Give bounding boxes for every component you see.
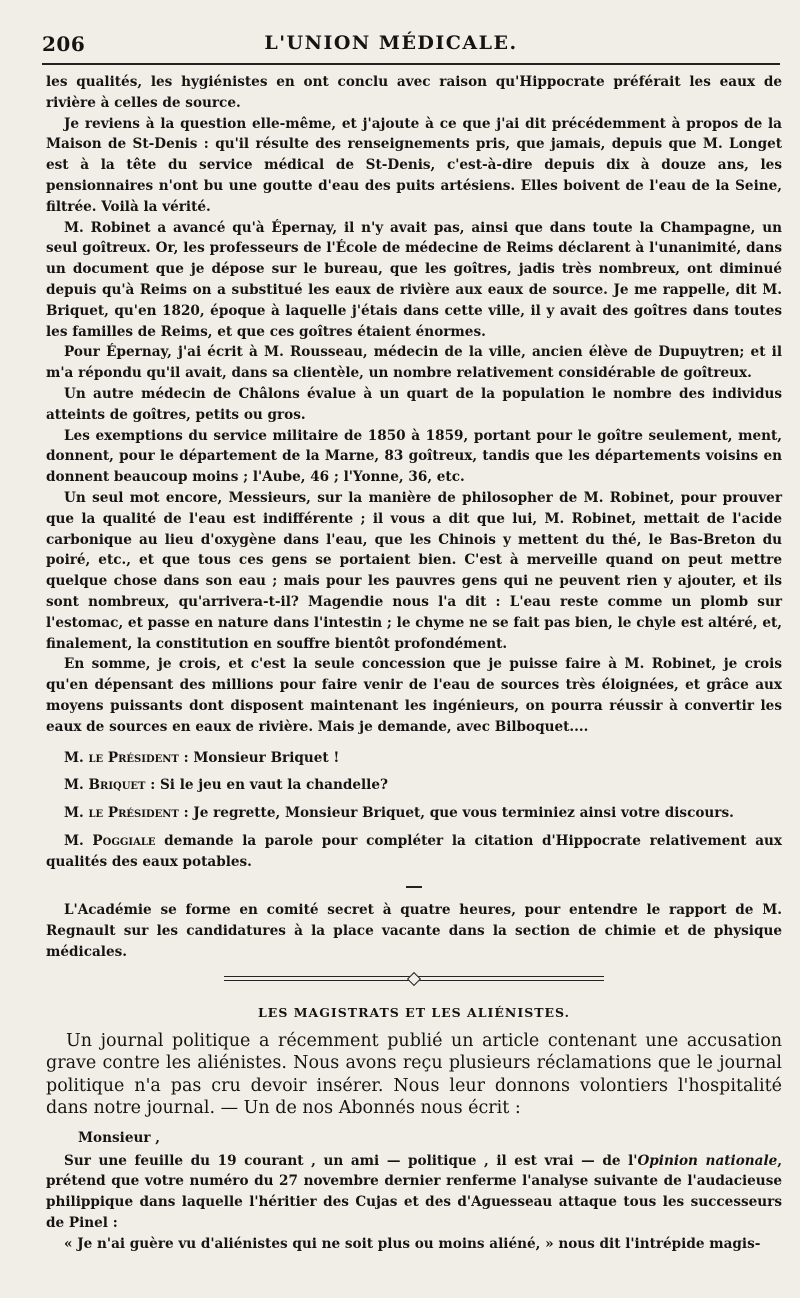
dialogue-text: : Je regrette, Monsieur Briquet, que vous terminiez ainsi votre discours. xyxy=(178,805,734,822)
paragraph-chalons: Un autre médecin de Châlons évalue à un quart de la population le nombre des individus atteints de goîtres, petits ou gros. xyxy=(46,385,782,423)
dialogue-president-2 xyxy=(46,803,782,824)
paragraph-comite-secret: L'Académie se forme en comité secret à quatre heures, pour entendre le rapport de M. Regnault sur les candidatures à la place vacante dans la section de chimie et de physique médicales. xyxy=(46,902,782,961)
paragraph-hippocrate: les qualités, les hygiénistes en ont conclu avec raison qu'Hippocrate préférait les eaux de rivière à celles de source. xyxy=(46,74,782,111)
paragraph-st-denis: Je reviens à la question elle-même, et j'ajoute à ce que j'ai dit précédemment à propos de la Maison de St-Denis : qu'il résulte des renseignements pris, que jamais, depuis que M. Longet est à la tête du service médical de St-Denis, c'est-à-dire depuis dix à douze ans, les pensionnaires n'ont bu une goutte d'eau des puits artésiens. Elles boivent de l'eau de la Seine, filtrée. Voilà la vérité. xyxy=(46,115,782,215)
letter-quote: « Je n'ai guère vu d'aliénistes qui ne soit plus ou moins aliéné, » nous dit l'intrépide magis- xyxy=(64,1235,761,1252)
letter-salutation: Monsieur , xyxy=(78,1129,160,1146)
ornamental-divider xyxy=(224,973,604,985)
paragraph-epernay-reims: M. Robinet a avancé qu'à Épernay, il n'y avait pas, ainsi que dans toute la Champagne, un seul goîtreux. Or, les professeurs de l'École de médecine de Reims déclarent à l'unanimité, dans un document que je dépose sur le bureau, que les goîtres, jadis très nombreux, ont diminué depuis qu'à Reims on a substitué les eaux de rivière aux eaux de source. Je me rappelle, dit M. Briquet, qu'en 1820, époque à laquelle j'étais dans cette ville, il y avait des goîtres dans toutes les familles de Reims, et que ces goîtres étaient énormes. xyxy=(46,219,782,340)
letter-paragraph: Sur une feuille du 19 courant , un ami — politique , il est vrai — de l'Opinion nationale, prétend que votre numéro du 27 novembre dernier renferme l'analyse suivante de l'audacieuse philippique dans laquelle l'héritier des Cujas et des d'Aguesseau attaque tous les successeurs de Pinel : xyxy=(46,1152,782,1232)
speaker-name: M. le Président xyxy=(64,749,179,766)
text-column xyxy=(46,72,782,1255)
running-head xyxy=(42,32,780,62)
dialogue-text: demande la parole pour compléter la citation d'Hippocrate relativement aux qualités des eaux potables. xyxy=(46,832,782,870)
page-number: 206 xyxy=(42,32,86,56)
dialogue-president-1 xyxy=(46,748,782,769)
short-separator-rule xyxy=(406,886,422,888)
paragraph-robinet: Un seul mot encore, Messieurs, sur la manière de philosopher de M. Robinet, pour prouver que la qualité de l'eau est indifférente ; il vous a dit que lui, M. Robinet, mettait de l'acide carbonique au lieu d'oxygène dans l'eau, que les Chinois y mettent du thé, le Bas-Breton du poiré, etc., et que tous ces gens se portaient bien. C'est à merveille quand on peut mettre quelque chose dans son eau ; mais pour les pauvres gens qui ne peuvent rien y ajouter, et ils sont nombreux, qu'arrivera-t-il? Magendie nous l'a dit : L'eau reste comme un plomb sur l'estomac, et passe en nature dans l'intestin ; le chyme ne se fait pas bien, le chyle est altéré, et, finalement, la constitution en souffre bientôt profondément. xyxy=(46,489,782,652)
diamond-ornament-icon xyxy=(407,972,421,986)
speaker-name: M. Poggiale xyxy=(64,832,156,849)
header-rule xyxy=(42,63,780,65)
speaker-name: M. le Président xyxy=(64,805,179,822)
dialogue-text: : Monsieur Briquet ! xyxy=(178,749,340,766)
speaker-name: M. Briquet xyxy=(64,777,146,794)
dialogue-poggiale xyxy=(46,831,782,873)
paragraph-rousseau: Pour Épernay, j'ai écrit à M. Rousseau, médecin de la ville, ancien élève de Dupuytren; et il m'a répondu qu'il avait, dans sa clientèle, un nombre relativement considérable de goîtreux. xyxy=(46,344,782,382)
paragraph-exemptions: Les exemptions du service militaire de 1850 à 1859, portant pour le goître seulement, ment, donnent, pour le département de la Marne, 83 goîtreux, tandis que les départements voisins en donnent beaucoup moins ; l'Aube, 46 ; l'Yonne, 36, etc. xyxy=(46,427,782,486)
dialogue-briquet xyxy=(46,775,782,796)
newspaper-name: Opinion nationale xyxy=(637,1152,778,1169)
dialogue-text: : Si le jeu en vaut la chandelle? xyxy=(145,777,388,794)
section-intro: Un journal politique a récemment publié un article contenant une accusation grave contre les aliénistes. Nous avons reçu plusieurs réclamations que le journal politique n'a pas cru devoir insérer. Nous leur donnons volontiers l'hospitalité dans notre journal. — Un de nos Abonnés nous écrit : xyxy=(46,1030,782,1119)
paragraph-conclusion: En somme, je crois, et c'est la seule concession que je puisse faire à M. Robinet, je crois qu'en dépensant des millions pour faire venir de l'eau de sources très éloignées, et grâce aux moyens puissants dont disposent maintenant les ingénieurs, on pourra réussir à convertir les eaux de sources en eaux de rivière. Mais je demande, avec Bilboquet.... xyxy=(46,656,782,735)
section-title: LES MAGISTRATS ET LES ALIÉNISTES. xyxy=(258,1004,570,1020)
journal-title: L'UNION MÉDICALE. xyxy=(264,32,518,54)
